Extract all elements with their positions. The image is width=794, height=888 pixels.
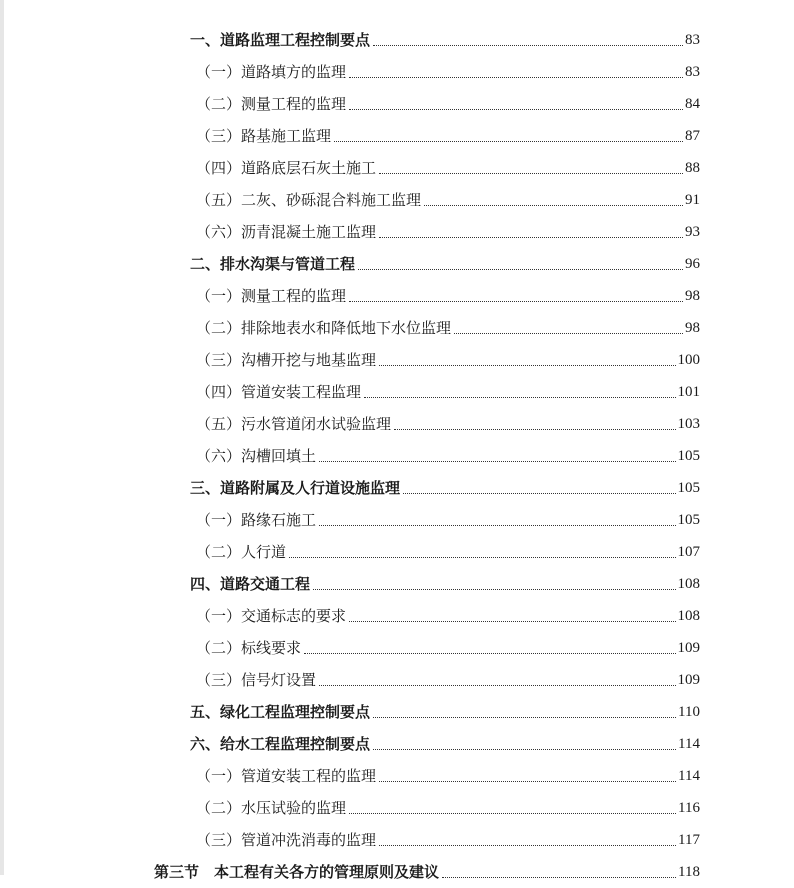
toc-entry-title: （五）污水管道闭水试验监理 [196,415,392,433]
toc-subentry[interactable] [0,600,794,632]
toc-subentry[interactable] [0,536,794,568]
toc-entry-title: （六）沥青混凝土施工监理 [196,223,377,241]
toc-subentry[interactable] [0,120,794,152]
toc-entry-title: （一）道路填方的监理 [196,63,347,81]
toc-page-number: 103 [677,416,700,432]
toc-chapter-entry[interactable] [0,24,794,56]
toc-page-number: 98 [685,288,700,304]
toc-dot-leader [319,504,675,536]
toc-subentry[interactable] [0,408,794,440]
toc-page-number: 109 [677,640,700,656]
toc-chapter-entry[interactable] [0,248,794,280]
toc-page-number: 105 [677,448,700,464]
toc-entry-title: （六）沟槽回填土 [196,447,317,465]
toc-page-number: 116 [678,800,700,816]
toc-section-heading[interactable] [0,856,794,888]
table-of-contents [0,24,794,888]
toc-subentry[interactable] [0,88,794,120]
toc-dot-leader [442,856,676,888]
toc-dot-leader [394,408,675,440]
toc-chapter-entry[interactable] [0,728,794,760]
toc-page-number: 83 [685,32,700,48]
toc-dot-leader [358,248,683,280]
toc-dot-leader [373,24,683,56]
toc-dot-leader [403,472,675,504]
toc-entry-title: （四）管道安装工程监理 [196,383,362,401]
toc-entry-title: （二）标线要求 [196,639,302,657]
toc-chapter-entry[interactable] [0,696,794,728]
toc-page-number: 114 [678,736,700,752]
toc-entry-title: （三）沟槽开挖与地基监理 [196,351,377,369]
toc-dot-leader [424,184,683,216]
toc-dot-leader [349,600,675,632]
toc-subentry[interactable] [0,824,794,856]
toc-subentry[interactable] [0,216,794,248]
toc-subentry[interactable] [0,792,794,824]
toc-chapter-entry[interactable] [0,472,794,504]
toc-page-number: 105 [677,512,700,528]
toc-dot-leader [373,696,676,728]
toc-chapter-entry[interactable] [0,568,794,600]
toc-entry-title: （四）道路底层石灰土施工 [196,159,377,177]
toc-entry-title: （一）交通标志的要求 [196,607,347,625]
toc-dot-leader [379,152,683,184]
toc-entry-title: 五、绿化工程监理控制要点 [190,703,371,721]
toc-subentry[interactable] [0,632,794,664]
toc-page-number: 88 [685,160,700,176]
toc-page-number: 93 [685,224,700,240]
toc-dot-leader [379,216,683,248]
toc-subentry[interactable] [0,504,794,536]
toc-page-number: 87 [685,128,700,144]
toc-entry-title: （二）水压试验的监理 [196,799,347,817]
toc-entry-title: （一）测量工程的监理 [196,287,347,305]
toc-dot-leader [349,280,683,312]
toc-dot-leader [364,376,675,408]
toc-entry-title: （三）管道冲洗消毒的监理 [196,831,377,849]
toc-subentry[interactable] [0,376,794,408]
toc-dot-leader [304,632,675,664]
toc-subentry[interactable] [0,440,794,472]
toc-subentry[interactable] [0,664,794,696]
toc-entry-title: 一、道路监理工程控制要点 [190,31,371,49]
toc-entry-title: （二）人行道 [196,543,287,561]
toc-page-number: 110 [678,704,700,720]
toc-dot-leader [349,56,683,88]
toc-dot-leader [289,536,675,568]
toc-subentry[interactable] [0,56,794,88]
toc-page-number: 114 [678,768,700,784]
toc-dot-leader [319,440,675,472]
toc-page-number: 117 [678,832,700,848]
toc-entry-title: （三）路基施工监理 [196,127,332,145]
toc-subentry[interactable] [0,312,794,344]
toc-entry-title: （三）信号灯设置 [196,671,317,689]
toc-subentry[interactable] [0,760,794,792]
toc-entry-title: 三、道路附属及人行道设施监理 [190,479,401,497]
toc-subentry[interactable] [0,280,794,312]
toc-page-number: 100 [677,352,700,368]
toc-entry-title: 二、排水沟渠与管道工程 [190,255,356,273]
toc-dot-leader [379,824,676,856]
toc-subentry[interactable] [0,152,794,184]
toc-page-number: 118 [678,864,700,880]
toc-entry-title: 六、给水工程监理控制要点 [190,735,371,753]
toc-dot-leader [334,120,683,152]
toc-page-number: 83 [685,64,700,80]
toc-page-number: 108 [677,576,700,592]
toc-page-number: 101 [677,384,700,400]
toc-entry-title: （一）路缘石施工 [196,511,317,529]
toc-entry-title: （二）排除地表水和降低地下水位监理 [196,319,452,337]
toc-entry-title: （五）二灰、砂砾混合料施工监理 [196,191,422,209]
toc-dot-leader [379,344,675,376]
toc-dot-leader [373,728,676,760]
toc-dot-leader [379,760,676,792]
toc-page-number: 98 [685,320,700,336]
toc-page-number: 108 [677,608,700,624]
toc-page-number: 96 [685,256,700,272]
toc-page-number: 109 [677,672,700,688]
toc-dot-leader [349,792,676,824]
toc-subentry[interactable] [0,184,794,216]
toc-entry-title: 第三节 本工程有关各方的管理原则及建议 [154,863,440,881]
toc-entry-title: （二）测量工程的监理 [196,95,347,113]
toc-page-number: 107 [677,544,700,560]
toc-page-number: 84 [685,96,700,112]
toc-entry-title: （一）管道安装工程的监理 [196,767,377,785]
toc-dot-leader [349,88,683,120]
toc-entry-title: 四、道路交通工程 [190,575,311,593]
toc-page-number: 105 [677,480,700,496]
toc-dot-leader [313,568,675,600]
toc-dot-leader [319,664,675,696]
toc-subentry[interactable] [0,344,794,376]
toc-page-number: 91 [685,192,700,208]
toc-dot-leader [454,312,683,344]
